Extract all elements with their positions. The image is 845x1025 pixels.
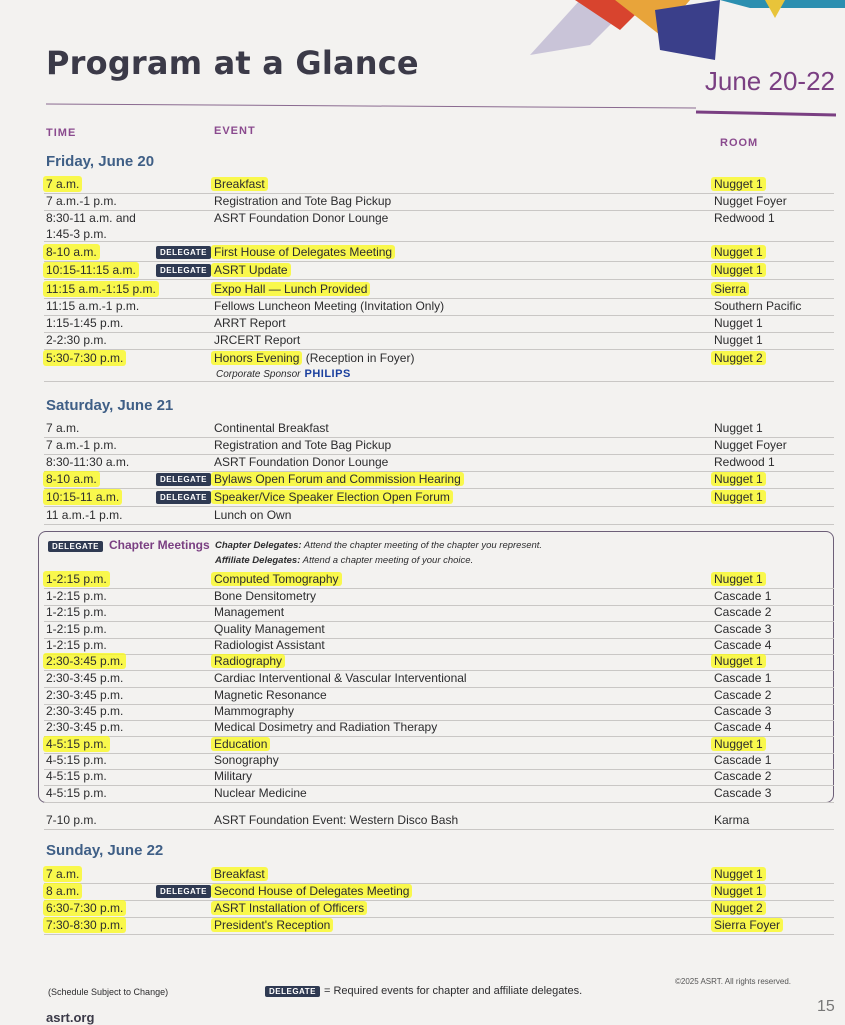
row-event-title: Breakfast xyxy=(211,867,268,881)
row-event xyxy=(214,637,325,653)
row-room xyxy=(714,350,766,366)
row-event-title: Magnetic Resonance xyxy=(214,688,327,702)
row-time: 7 a.m. xyxy=(43,176,82,192)
row-event xyxy=(214,670,467,686)
row-event-title: Fellows Luncheon Meeting (Invitation Only) xyxy=(214,299,445,313)
sponsor-label: Corporate Sponsor xyxy=(216,369,301,380)
schedule-row xyxy=(44,785,834,803)
day-heading-saturday: Saturday, June 21 xyxy=(46,397,174,414)
schedule-row xyxy=(44,420,834,438)
row-time: 4-5:15 p.m. xyxy=(46,786,107,800)
row-time: 7 a.m. xyxy=(46,421,80,435)
row-event xyxy=(214,621,325,637)
row-room xyxy=(714,687,771,703)
row-room xyxy=(714,621,771,637)
row-time: 1-2:15 p.m. xyxy=(43,571,110,587)
row-event xyxy=(214,193,391,209)
row-event-title: Registration and Tote Bag Pickup xyxy=(214,194,392,208)
row-room-name: Nugget 1 xyxy=(711,867,766,881)
row-room xyxy=(714,768,771,784)
row-room xyxy=(714,176,766,192)
row-event-title: Nuclear Medicine xyxy=(214,786,307,800)
schedule-row xyxy=(44,193,834,211)
row-room-name: Nugget 1 xyxy=(711,263,766,277)
row-event-title: Bone Densitometry xyxy=(214,589,317,603)
row-room xyxy=(714,471,766,487)
row-time: 8:30-11:30 a.m. xyxy=(46,455,130,469)
row-event xyxy=(214,507,291,523)
row-event xyxy=(214,176,268,192)
delegate-badge: DELEGATE xyxy=(156,246,211,259)
row-time: 1-2:15 p.m. xyxy=(46,589,107,603)
row-room xyxy=(714,736,766,752)
row-event-title: Cardiac Interventional & Vascular Interventional xyxy=(214,671,467,685)
row-event xyxy=(214,332,300,348)
row-time: 10:15-11:15 a.m. xyxy=(43,262,139,278)
row-event-title: Radiologist Assistant xyxy=(214,638,325,652)
row-event-title: Military xyxy=(214,769,252,783)
row-event xyxy=(214,785,307,801)
row-room xyxy=(714,193,787,209)
row-room xyxy=(714,281,749,297)
row-time: 5:30-7:30 p.m. xyxy=(43,350,126,366)
row-event-title: ARRT Report xyxy=(214,316,286,330)
schedule-row xyxy=(44,210,834,242)
schedule-row xyxy=(44,262,834,280)
row-room xyxy=(714,262,766,278)
schedule-row xyxy=(44,883,834,901)
row-event xyxy=(214,315,286,331)
row-time: 8 a.m. xyxy=(43,883,82,899)
row-event xyxy=(214,298,444,314)
row-room xyxy=(714,917,783,933)
row-room-name: Cascade 2 xyxy=(714,605,772,619)
schedule-disclaimer: (Schedule Subject to Change) xyxy=(48,987,169,997)
row-room xyxy=(714,653,766,669)
row-time: 2:30-3:45 p.m. xyxy=(43,653,126,669)
row-event: ASRT Foundation Event: Western Disco Bash xyxy=(214,813,459,827)
row-room-name: Nugget 2 xyxy=(711,351,766,365)
row-event xyxy=(214,719,437,735)
row-room-name: Cascade 1 xyxy=(714,753,772,767)
row-event xyxy=(214,703,294,719)
row-room-name: Sierra xyxy=(711,282,749,296)
row-event-title: ASRT Installation of Officers xyxy=(211,901,367,915)
row-room xyxy=(714,489,766,505)
chapter-meetings-title xyxy=(48,538,210,552)
row-event xyxy=(214,210,388,226)
row-event-title: Lunch on Own xyxy=(214,508,292,522)
row-room xyxy=(714,883,766,899)
row-time: 7:30-8:30 p.m. xyxy=(43,917,126,933)
row-room-name: Cascade 3 xyxy=(714,704,772,718)
schedule-row xyxy=(44,176,834,194)
row-room xyxy=(714,454,775,470)
row-room-name: Nugget 1 xyxy=(714,316,763,330)
schedule-row xyxy=(44,244,834,262)
row-room-name: Nugget Foyer xyxy=(714,194,787,208)
row-room-name: Nugget 1 xyxy=(711,472,766,486)
row-room xyxy=(714,298,801,314)
row-event xyxy=(214,489,453,505)
row-room-name: Cascade 4 xyxy=(714,720,772,734)
row-room-name: Redwood 1 xyxy=(714,211,775,225)
row-room xyxy=(714,866,766,882)
row-event-title: Education xyxy=(211,737,270,751)
row-time: 1-2:15 p.m. xyxy=(46,638,107,652)
row-time: 2:30-3:45 p.m. xyxy=(46,688,124,702)
row-room xyxy=(714,210,775,226)
schedule-row xyxy=(44,507,834,525)
row-time: 11 a.m.-1 p.m. xyxy=(46,508,123,522)
schedule-row xyxy=(44,900,834,918)
chapter-delegates-text: Attend the chapter meeting of the chapter you represent. xyxy=(301,540,543,551)
schedule-row xyxy=(44,489,834,507)
row-event xyxy=(214,571,342,587)
row-room-name: Cascade 3 xyxy=(714,622,772,636)
schedule-row xyxy=(44,719,834,737)
row-event xyxy=(214,420,329,436)
row-time: 2:30-3:45 p.m. xyxy=(46,720,124,734)
row-time: 2:30-3:45 p.m. xyxy=(46,671,124,685)
row-room xyxy=(714,244,766,260)
row-time: 4-5:15 p.m. xyxy=(46,753,107,767)
row-room-name: Cascade 4 xyxy=(714,638,772,652)
row-time: 8:30-11 a.m. and xyxy=(46,211,136,225)
row-room-name: Redwood 1 xyxy=(714,455,775,469)
row-room xyxy=(714,719,771,735)
column-header-room: ROOM xyxy=(720,137,759,149)
schedule-row xyxy=(44,768,834,786)
schedule-row xyxy=(44,298,834,316)
corporate-sponsor xyxy=(216,366,351,383)
row-time: 6:30-7:30 p.m. xyxy=(43,900,126,916)
decorative-corner-art xyxy=(520,0,845,70)
row-room-name: Nugget 1 xyxy=(714,333,763,347)
schedule-row xyxy=(44,670,834,688)
row-event-title: Mammography xyxy=(214,704,295,718)
schedule-row xyxy=(44,604,834,622)
row-time: 2-2:30 p.m. xyxy=(46,333,107,347)
row-room xyxy=(714,437,787,453)
day-heading-friday: Friday, June 20 xyxy=(46,153,155,170)
row-event-title: Breakfast xyxy=(211,177,268,191)
chapter-meetings-label: Chapter Meetings xyxy=(108,538,210,552)
delegate-badge: DELEGATE xyxy=(156,491,211,504)
row-room xyxy=(714,752,771,768)
row-time: 7 a.m.-1 p.m. xyxy=(46,438,117,452)
schedule-row xyxy=(44,437,834,455)
schedule-row xyxy=(44,653,834,671)
row-room xyxy=(714,900,766,916)
row-room xyxy=(714,670,771,686)
row-event xyxy=(214,917,333,933)
row-room-name: Nugget 1 xyxy=(714,421,763,435)
row-room xyxy=(714,703,771,719)
delegate-badge: DELEGATE xyxy=(156,473,211,486)
schedule-row xyxy=(44,350,834,382)
delegate-legend xyxy=(265,985,582,997)
row-time-continued: 1:45-3 p.m. xyxy=(46,227,107,241)
schedule-row xyxy=(44,471,834,489)
row-time: 7 a.m. xyxy=(43,866,82,882)
legend-text: = Required events for chapter and affiliate delegates. xyxy=(323,985,583,997)
row-time: 7-10 p.m. xyxy=(46,813,97,827)
affiliate-delegates-note xyxy=(215,555,473,566)
row-room xyxy=(714,785,771,801)
affiliate-delegates-label: Affiliate Delegates: xyxy=(215,555,301,566)
row-room-name: Nugget 1 xyxy=(711,245,766,259)
row-time: 1-2:15 p.m. xyxy=(46,605,107,619)
row-room xyxy=(714,637,771,653)
row-event xyxy=(214,866,268,882)
row-room-name: Nugget 1 xyxy=(711,654,766,668)
schedule-row xyxy=(44,917,834,935)
row-event-title: Sonography xyxy=(214,753,279,767)
row-room-name: Nugget 1 xyxy=(711,490,766,504)
row-time: 4-5:15 p.m. xyxy=(43,736,110,752)
row-time: 4-5:15 p.m. xyxy=(46,769,107,783)
row-event-title: Expo Hall — Lunch Provided xyxy=(211,282,370,296)
affiliate-delegates-text: Attend a chapter meeting of your choice. xyxy=(300,555,474,566)
row-event-title: JRCERT Report xyxy=(214,333,301,347)
row-time: 2:30-3:45 p.m. xyxy=(46,704,124,718)
delegate-badge: DELEGATE xyxy=(156,264,211,277)
row-event-title: Management xyxy=(214,605,285,619)
row-room xyxy=(714,604,771,620)
row-event-title: Computed Tomography xyxy=(211,572,342,586)
page-title: Program at a Glance xyxy=(46,44,419,82)
row-room xyxy=(714,588,771,604)
schedule-row-evening xyxy=(44,812,834,830)
row-room-name: Cascade 3 xyxy=(714,786,772,800)
row-event-title: Continental Breakfast xyxy=(214,421,329,435)
schedule-row xyxy=(44,866,834,884)
row-event-title: President's Reception xyxy=(211,918,333,932)
row-room: Karma xyxy=(714,813,750,827)
delegate-badge: DELEGATE xyxy=(48,541,103,552)
column-header-time: TIME xyxy=(46,127,77,139)
chapter-delegates-label: Chapter Delegates: xyxy=(215,540,302,551)
schedule-row xyxy=(44,315,834,333)
schedule-row xyxy=(44,281,834,299)
schedule-row xyxy=(44,454,834,472)
delegate-badge: DELEGATE xyxy=(265,986,320,997)
row-event-title: Radiography xyxy=(211,654,285,668)
column-header-event: EVENT xyxy=(214,125,256,137)
row-time: 1-2:15 p.m. xyxy=(46,622,107,636)
chapter-delegates-note xyxy=(215,540,542,551)
title-rule xyxy=(46,100,836,120)
row-event xyxy=(214,736,270,752)
delegate-badge: DELEGATE xyxy=(156,885,211,898)
row-room-name: Cascade 1 xyxy=(714,671,772,685)
row-event xyxy=(214,281,370,297)
row-event xyxy=(214,454,388,470)
row-room xyxy=(714,332,763,348)
row-event-title: Registration and Tote Bag Pickup xyxy=(214,438,392,452)
row-event-title: Bylaws Open Forum and Commission Hearing xyxy=(211,472,464,486)
copyright: ©2025 ASRT. All rights reserved. xyxy=(675,977,792,986)
row-room xyxy=(714,420,763,436)
page-number: 15 xyxy=(817,998,835,1015)
row-time: 1:15-1:45 p.m. xyxy=(46,316,124,330)
row-event-note: (Reception in Foyer) xyxy=(302,351,415,365)
event-dates: June 20-22 xyxy=(704,66,835,96)
schedule-row xyxy=(44,571,834,589)
row-event xyxy=(214,262,291,278)
row-event-title: ASRT Update xyxy=(211,263,291,277)
site-link[interactable]: asrt.org xyxy=(46,1010,95,1025)
row-room-name: Cascade 2 xyxy=(714,688,772,702)
row-room-name: Nugget 1 xyxy=(711,177,766,191)
day-heading-sunday: Sunday, June 22 xyxy=(46,842,164,859)
row-event-title: First House of Delegates Meeting xyxy=(211,245,395,259)
row-event xyxy=(214,350,414,366)
row-event xyxy=(214,900,367,916)
row-room-name: Southern Pacific xyxy=(714,299,802,313)
row-time: 7 a.m.-1 p.m. xyxy=(46,194,117,208)
row-event xyxy=(214,768,252,784)
row-event-title: Honors Evening xyxy=(211,351,302,365)
row-event xyxy=(214,752,279,768)
row-room-name: Cascade 1 xyxy=(714,589,772,603)
row-event xyxy=(214,653,285,669)
row-room-name: Cascade 2 xyxy=(714,769,772,783)
row-room-name: Sierra Foyer xyxy=(711,918,783,932)
row-event-title: Quality Management xyxy=(214,622,325,636)
row-event xyxy=(214,244,395,260)
schedule-row xyxy=(44,332,834,350)
row-event-title: ASRT Foundation Donor Lounge xyxy=(214,211,389,225)
row-room-name: Nugget 1 xyxy=(711,737,766,751)
row-event-title: ASRT Foundation Donor Lounge xyxy=(214,455,389,469)
row-time: 10:15-11 a.m. xyxy=(43,489,122,505)
row-event xyxy=(214,604,284,620)
row-event xyxy=(214,687,327,703)
row-time: 11:15 a.m.-1:15 p.m. xyxy=(43,281,159,297)
row-time: 8-10 a.m. xyxy=(43,471,100,487)
row-event xyxy=(214,588,316,604)
row-room-name: Nugget Foyer xyxy=(714,438,787,452)
row-event xyxy=(214,437,391,453)
row-event-title: Medical Dosimetry and Radiation Therapy xyxy=(214,720,438,734)
sponsor-logo: PHILIPS xyxy=(304,368,351,380)
row-room-name: Nugget 1 xyxy=(711,884,766,898)
row-event xyxy=(214,883,412,899)
row-room-name: Nugget 1 xyxy=(711,572,766,586)
row-room xyxy=(714,571,766,587)
row-time: 11:15 a.m.-1 p.m. xyxy=(46,299,140,313)
row-event-title: Speaker/Vice Speaker Election Open Forum xyxy=(211,490,453,504)
row-time: 8-10 a.m. xyxy=(43,244,100,260)
row-room xyxy=(714,315,763,331)
row-event xyxy=(214,471,464,487)
row-room-name: Nugget 2 xyxy=(711,901,766,915)
row-event-title: Second House of Delegates Meeting xyxy=(211,884,412,898)
